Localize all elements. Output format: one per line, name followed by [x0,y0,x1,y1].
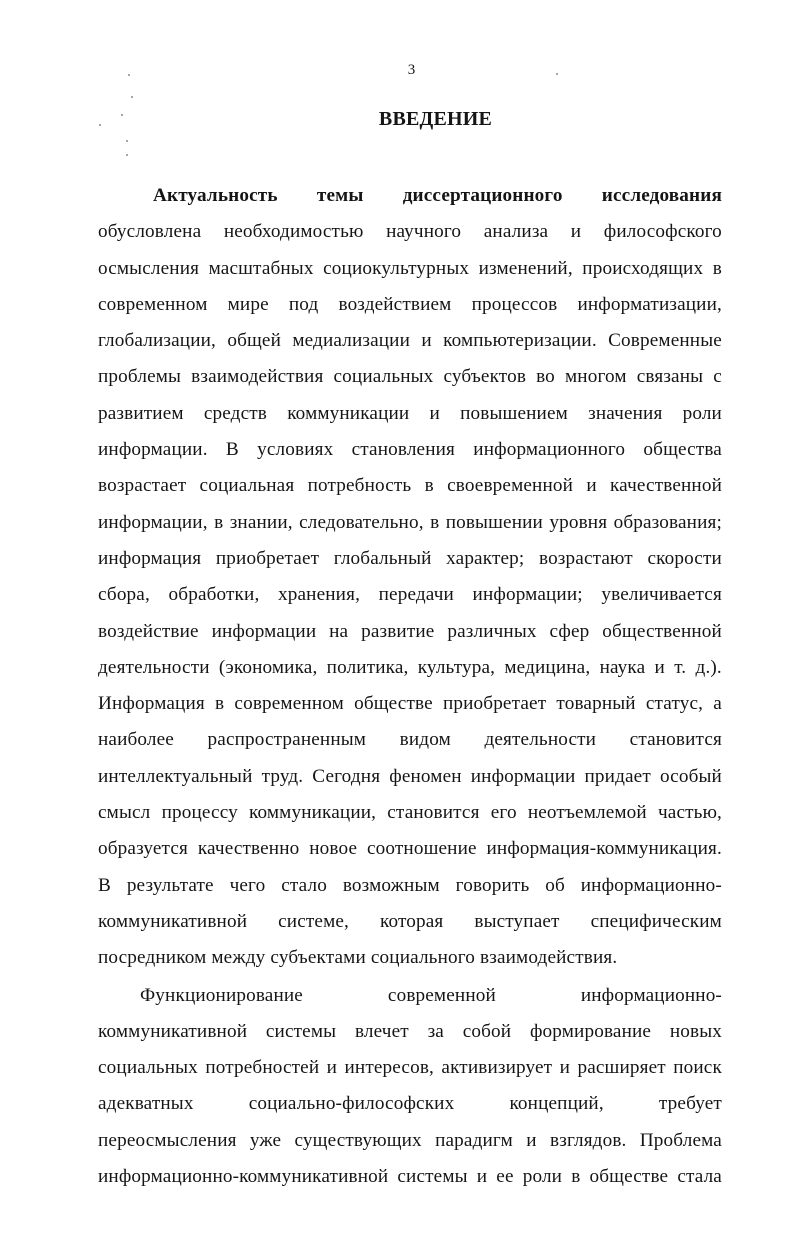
text-line [98,614,722,650]
word: деятельности [98,656,210,678]
word: воздействие [98,620,199,642]
word: между [211,947,266,969]
word: информатизации, [577,293,722,315]
word: феномен [389,765,462,787]
word: труд. [261,765,304,787]
word: образования; [613,511,722,533]
word: существующих [294,1129,422,1151]
word: концепций, [509,1093,604,1115]
text-line [98,287,722,323]
word: видом [399,729,451,751]
word: возможным [342,874,440,896]
word: и [421,330,432,352]
word: роли [522,1166,563,1188]
word: возрастает [98,475,187,497]
word: Сегодня [312,765,381,787]
text-line [98,577,722,613]
word: качественно [197,838,300,860]
word: информации. [98,439,208,461]
word: статус, [645,693,704,715]
word: социальных [333,366,434,388]
word: общества [643,439,722,461]
text-line [98,323,722,359]
word: специфическим [590,910,722,932]
text-line [98,1050,722,1086]
word: обществе [589,1166,669,1188]
word: роли [682,402,722,424]
word: хранения, [278,584,361,606]
word: социально-философских [248,1093,455,1115]
word: под [288,293,319,315]
word: и [654,656,665,678]
text-line [98,251,722,287]
word: формирование [529,1020,652,1042]
text-line [98,396,722,432]
word: образуется [98,838,188,860]
word: с [713,366,722,388]
word: особый [659,765,722,787]
word: соотношение [366,838,477,860]
word: системы [397,1166,468,1188]
word: Информация [98,693,205,715]
word: в [424,475,434,497]
word: социокультурных [323,257,470,279]
word: коммуникативной [98,1020,248,1042]
scan-speck [126,154,128,156]
word: Современные [608,330,722,352]
word: стала [677,1166,722,1188]
word: возрастают [538,547,633,569]
scan-speck [131,96,133,98]
word: Актуальность [153,185,278,206]
word: мире [227,293,269,315]
word: глобализации, [98,330,217,352]
text-line [98,940,722,976]
word: информации [470,765,576,787]
word: политика, [326,656,409,678]
word: коммуникативной [98,910,248,932]
word: и [526,1129,537,1151]
word: средств [203,402,268,424]
word: В [225,439,239,461]
word: которая [379,910,444,932]
word: современной [387,984,496,1006]
word: знании, [229,511,293,533]
word: деятельности [484,729,597,751]
word: многом [564,366,627,388]
word: результате [126,874,214,896]
word: обусловлена [98,221,202,243]
text-line [98,468,722,504]
word: и [476,1166,488,1188]
word: коммуникации, [249,802,377,824]
word: потребность [307,475,412,497]
word: ее [496,1166,514,1188]
word: требует [658,1093,722,1115]
paragraph-1-lead-line [98,178,722,214]
word: активизирует [441,1057,553,1079]
word: стало [281,874,327,896]
text-line [98,722,722,758]
word: своевременной [447,475,574,497]
word: условиях [257,439,334,461]
word: потребностей [205,1057,320,1079]
text-line [98,868,722,904]
word: социальных [98,1057,198,1079]
word: адекватных [98,1093,194,1115]
word: и [429,402,440,424]
word: изменений, [478,257,573,279]
word: в [430,511,440,533]
text-line [98,359,722,395]
word: исследования [601,185,722,206]
word: влечет [354,1020,409,1042]
word: развитие [361,620,435,642]
text-line [98,650,722,686]
scan-speck [126,140,128,142]
word: обработки, [168,584,260,606]
word: социального [370,947,476,969]
word: и [586,475,597,497]
word: информационного [473,439,626,461]
page-title: ВВЕДЕНИЕ [378,108,493,130]
word: придает [584,765,651,787]
word: общей [227,330,282,352]
word: характер; [446,547,525,569]
word: системы [265,1020,337,1042]
word: субъектов [443,366,527,388]
word: становится [629,729,722,751]
word: субъектами [270,947,366,969]
word: осмысления [98,257,200,279]
word: интересов, [344,1057,434,1079]
word: информации, [98,511,208,533]
text-line [98,1159,722,1195]
word: диссертационного [402,185,563,206]
word: увеличивается [601,584,722,606]
word: В [98,874,111,896]
word: следовательно, [299,511,424,533]
word: проблемы [98,366,182,388]
word: информации [211,620,317,642]
word: процессов [471,293,558,315]
word: уровня [549,511,608,533]
text-line [98,505,722,541]
word: приобретает [215,547,320,569]
word: поиск [673,1057,722,1079]
word: чего [229,874,266,896]
text-line [98,686,722,722]
word: приобретает [442,693,547,715]
word: информационно- [580,984,722,1006]
word: информационно- [580,874,722,896]
word: Функционирование [140,984,303,1006]
word: повышением [460,402,568,424]
word: выступает [474,910,560,932]
text-line [98,214,722,250]
word: необходимостью [223,221,364,243]
word: взаимодействия. [480,947,618,969]
word: скорости [647,547,722,569]
word: взглядов. [550,1129,627,1151]
text-line [98,1086,722,1122]
word: а [713,693,722,715]
word: собой [462,1020,512,1042]
page-number: 3 [407,62,416,78]
word: сбора, [98,584,150,606]
word: информационно-коммуникативной [98,1166,389,1188]
word: сфер [549,620,590,642]
word: социальная [199,475,295,497]
word: темы [316,185,364,206]
word: становится [387,802,480,824]
word: переосмысления [98,1129,237,1151]
word: связаны [636,366,704,388]
word: общественной [602,620,722,642]
word: становления [351,439,456,461]
word: и [326,1057,338,1079]
word: т. [674,656,687,678]
text-line [98,759,722,795]
word: коммуникации [287,402,410,424]
word: информации; [472,584,583,606]
word: медицина, [504,656,591,678]
word: неотъемлемой [527,802,647,824]
word: современном [98,293,208,315]
paragraph-2-first-line [98,978,722,1014]
text-line [98,1014,722,1050]
word: воздействием [338,293,452,315]
word: распространенным [207,729,367,751]
word: смысл [98,802,151,824]
text-line [98,541,722,577]
word: интеллектуальный [98,765,253,787]
word: различных [447,620,537,642]
word: в [215,693,225,715]
word: его [490,802,517,824]
word: передачи [378,584,454,606]
body-text [98,178,722,1195]
word: в [712,257,722,279]
word: глобальный [333,547,432,569]
word: культура, [417,656,496,678]
word: новых [669,1020,722,1042]
word: наука [599,656,646,678]
word: современном [234,693,344,715]
word: компьютеризации. [443,330,597,352]
word: парадигм [435,1129,513,1151]
text-line [98,432,722,468]
text-line [98,795,722,831]
word: и [570,221,582,243]
text-line [98,831,722,867]
word: повышении [445,511,543,533]
word: происходящих [582,257,704,279]
word: во [536,366,555,388]
word: научного [386,221,462,243]
word: за [427,1020,444,1042]
word: в [571,1166,581,1188]
word: в [214,511,224,533]
word: системе, [278,910,349,932]
word: уже [249,1129,282,1151]
word: на [329,620,349,642]
word: товарный [556,693,636,715]
word: значения [588,402,663,424]
word: Проблема [639,1129,722,1151]
word: посредником [98,947,207,969]
word: частью, [658,802,722,824]
word: расширяет [577,1057,666,1079]
word: медиализации [292,330,411,352]
word: развитием [98,402,184,424]
word: новое [309,838,358,860]
word: обществе [354,693,433,715]
text-line [98,904,722,940]
word: взаимодействия [191,366,324,388]
word: д.). [695,656,722,678]
word: анализа [483,221,549,243]
word: и [559,1057,571,1079]
word: философского [603,221,722,243]
word: процессу [161,802,238,824]
word: качественной [610,475,722,497]
word: информация [98,547,202,569]
word: (экономика, [218,656,318,678]
word: масштабных [208,257,314,279]
word: информация-коммуникация. [486,838,722,860]
word: об [545,874,565,896]
word: наиболее [98,729,174,751]
text-line [98,1123,722,1159]
word: говорить [455,874,530,896]
